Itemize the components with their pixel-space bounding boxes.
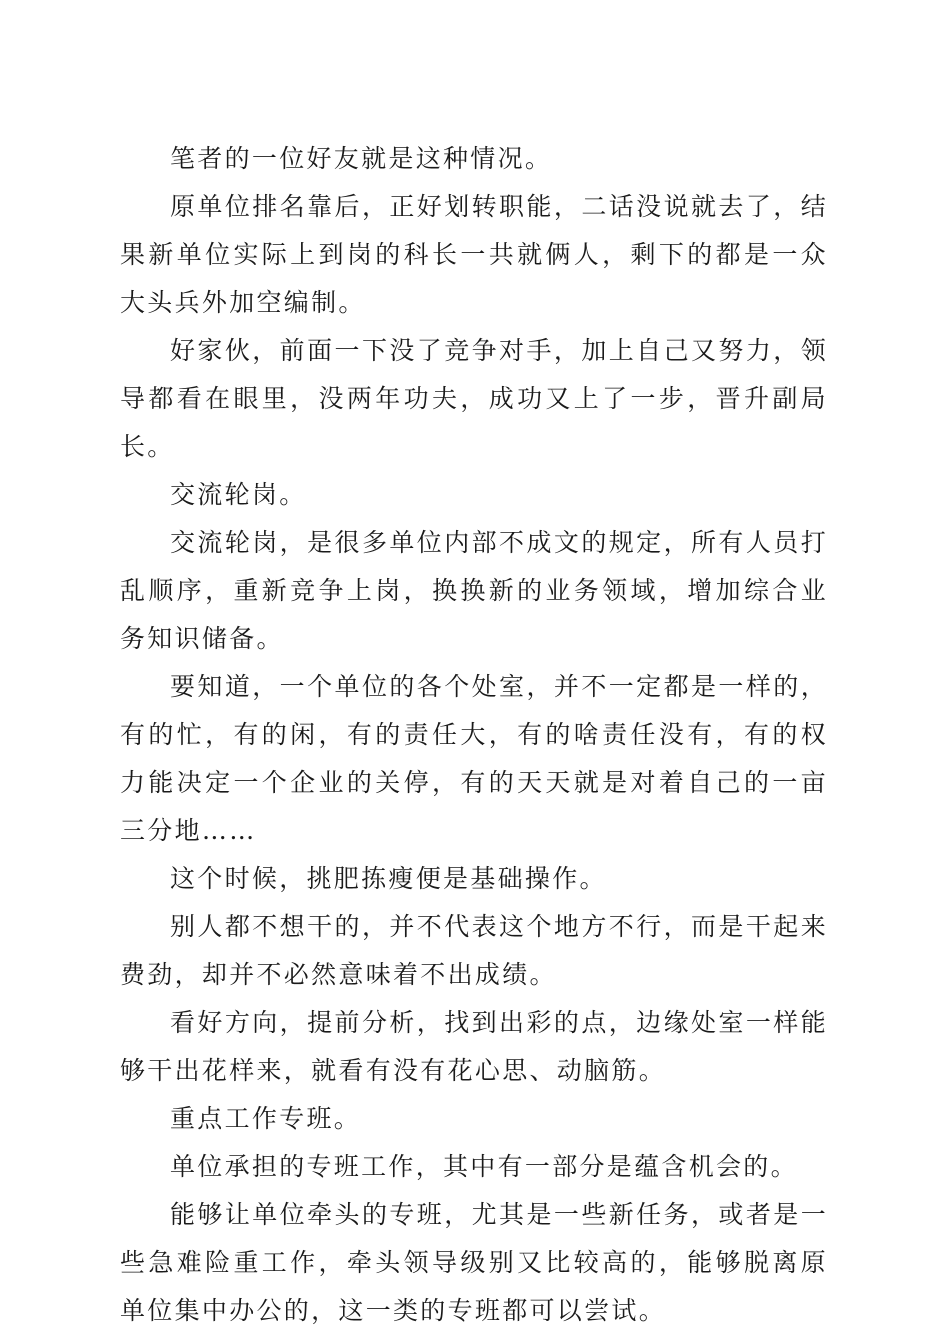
paragraph: 原单位排名靠后，正好划转职能，二话没说就去了，结果新单位实际上到岗的科长一共就俩人，剩下的都是一众大头兵外加空编制。 [120, 192, 828, 317]
paragraph: 要知道，一个单位的各个处室，并不一定都是一样的，有的忙，有的闲，有的责任大，有的啥责任没有，有的权力能决定一个企业的关停，有的天天就是对着自己的一亩三分地…… [120, 672, 828, 845]
paragraph: 别人都不想干的，并不代表这个地方不行，而是干起来费劲，却并不必然意味着不出成绩。 [120, 912, 828, 989]
section-heading: 重点工作专班。 [170, 1104, 362, 1133]
section-heading: 交流轮岗。 [170, 480, 307, 509]
paragraph: 看好方向，提前分析，找到出彩的点，边缘处室一样能够干出花样来，就看有没有花心思、动脑筋。 [120, 1008, 828, 1085]
paragraph: 这个时候，挑肥拣瘦便是基础操作。 [170, 864, 607, 893]
paragraph: 能够让单位牵头的专班，尤其是一些新任务，或者是一些急难险重工作，牵头领导级别又比较高的，能够脱离原单位集中办公的，这一类的专班都可以尝试。 [120, 1200, 828, 1325]
paragraph: 交流轮岗，是很多单位内部不成文的规定，所有人员打乱顺序，重新竞争上岗，换换新的业务领域，增加综合业务知识储备。 [120, 528, 828, 653]
paragraph: 笔者的一位好友就是这种情况。 [170, 144, 553, 173]
paragraph: 好家伙，前面一下没了竞争对手，加上自己又努力，领导都看在眼里，没两年功夫，成功又上了一步，晋升副局长。 [120, 336, 828, 461]
paragraph: 单位承担的专班工作，其中有一部分是蕴含机会的。 [170, 1152, 798, 1181]
document-body [120, 135, 828, 1335]
